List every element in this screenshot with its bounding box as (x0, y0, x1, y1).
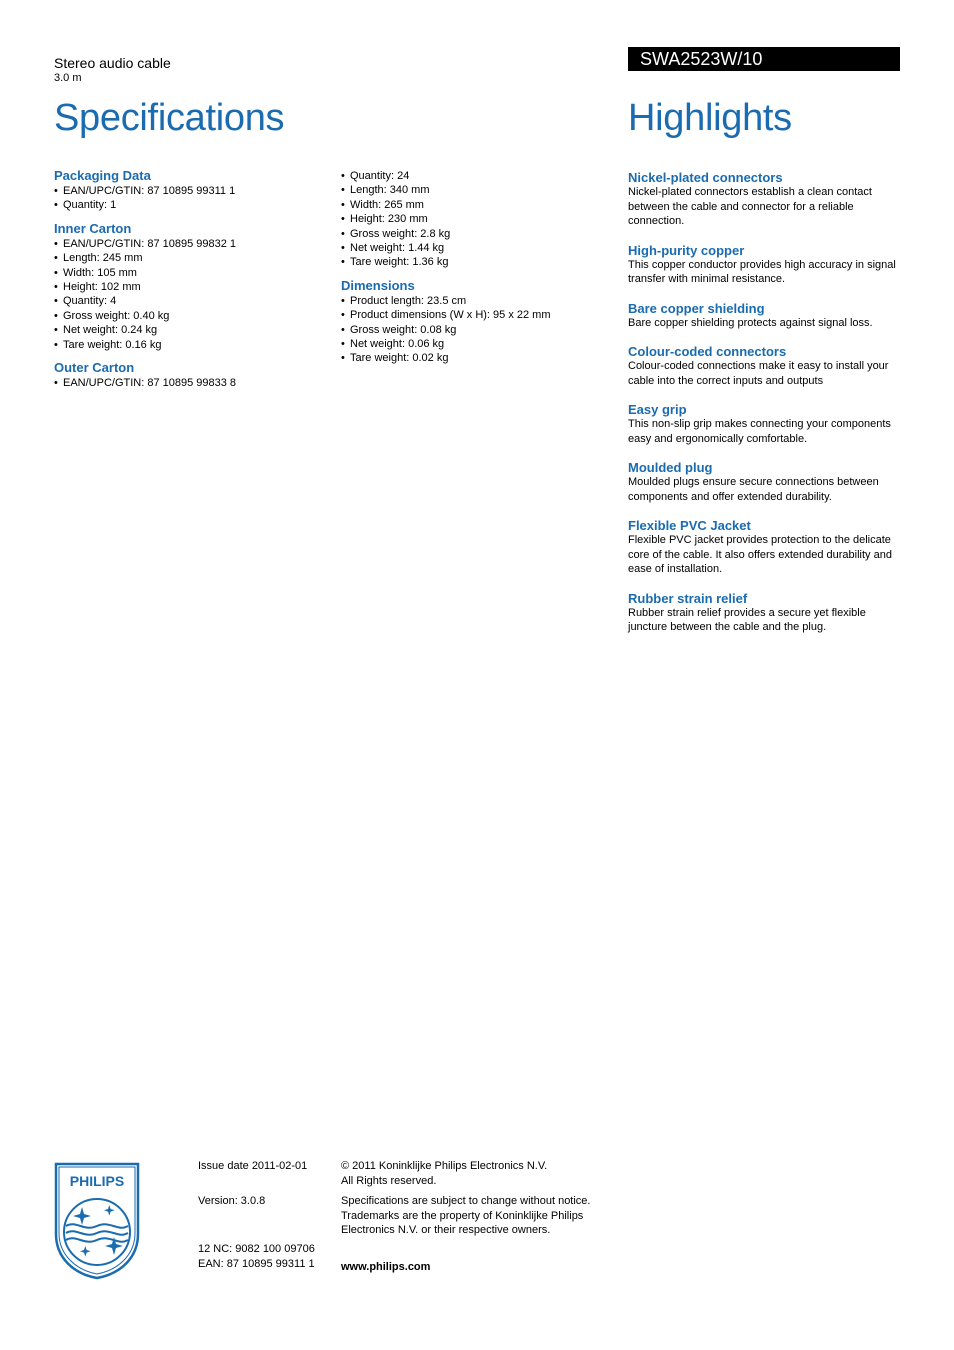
spec-list (54, 237, 334, 352)
issue-date: Issue date 2011-02-01 (198, 1160, 308, 1172)
highlight-title: Flexible PVC Jacket (628, 518, 751, 533)
spec-item: • Net weight: 1.44 kg (341, 241, 621, 255)
svg-text:PHILIPS: PHILIPS (69, 1173, 125, 1189)
spec-item: • Gross weight: 0.40 kg (54, 309, 334, 323)
disclaimer-line-2: Trademarks are the property of Koninklijke Philips (341, 1209, 584, 1222)
philips-logo-icon (54, 1162, 140, 1280)
highlight-title: High-purity copper (628, 242, 745, 258)
spec-item: • Height: 102 mm (54, 280, 334, 294)
footer-legal (341, 1159, 611, 1274)
highlight-text: Nickel-plated connectors establish a clean contact between the cable and connector for a reliable connection. (628, 186, 872, 227)
spec-column-1 (54, 168, 334, 398)
spec-list (341, 294, 621, 366)
spec-item: • Gross weight: 2.8 kg (341, 227, 621, 241)
specifications-title: Specifications (54, 97, 285, 139)
highlight-title: Moulded plug (628, 460, 713, 475)
ean-code: EAN: 87 10895 99311 1 (198, 1257, 315, 1270)
highlights-list (628, 170, 900, 649)
highlight-text: Moulded plugs ensure secure connections between components and offer extended durability. (628, 476, 879, 503)
spec-section-title: Packaging Data (54, 168, 151, 183)
highlight-text: Rubber strain relief provides a secure yet flexible juncture between the cable and the plug. (628, 606, 866, 633)
product-type: Stereo audio cable (54, 55, 171, 71)
spec-item: • Tare weight: 0.16 kg (54, 338, 334, 352)
spec-list (54, 184, 334, 213)
spec-column-2 (341, 169, 621, 374)
spec-item: • EAN/UPC/GTIN: 87 10895 99833 8 (54, 376, 334, 390)
website-link[interactable]: www.philips.com (341, 1260, 431, 1273)
spec-item: • Length: 245 mm (54, 251, 334, 265)
highlight-text: Colour-coded connections make it easy to install your cable into the correct inputs and outputs (628, 360, 889, 387)
spec-item: • Tare weight: 1.36 kg (341, 255, 621, 269)
highlight-text: This non-slip grip makes connecting your components easy and ergonomically comfortable. (628, 418, 891, 445)
nc-code: 12 NC: 9082 100 09706 (198, 1243, 315, 1255)
spec-item: • Net weight: 0.24 kg (54, 323, 334, 337)
spec-item: • Quantity: 24 (341, 169, 621, 183)
rights: All Rights reserved. (341, 1174, 437, 1187)
copyright: © 2011 Koninklijke Philips Electronics N.V. (341, 1160, 548, 1172)
spec-list (54, 376, 334, 390)
highlight-item (628, 243, 900, 287)
highlight-item (628, 518, 900, 577)
spec-item: • Height: 230 mm (341, 212, 621, 226)
spec-item: • Product dimensions (W x H): 95 x 22 mm (341, 308, 621, 322)
spec-item: • Width: 105 mm (54, 266, 334, 280)
spec-item: • Product length: 23.5 cm (341, 294, 621, 308)
spec-item: • Net weight: 0.06 kg (341, 337, 621, 351)
highlight-item (628, 591, 900, 635)
highlight-title: Nickel-plated connectors (628, 170, 783, 185)
footer-issue-info (198, 1159, 328, 1271)
highlight-item (628, 301, 900, 331)
highlight-text: Bare copper shielding protects against signal loss. (628, 316, 873, 329)
highlight-text: This copper conductor provides high accuracy in signal transfer with minimal resistance. (628, 258, 896, 285)
spec-list (341, 169, 621, 270)
spec-item: • Quantity: 4 (54, 294, 334, 308)
spec-item: • EAN/UPC/GTIN: 87 10895 99311 1 (54, 184, 334, 198)
spec-section-title: Dimensions (341, 277, 415, 293)
highlights-title: Highlights (628, 97, 792, 139)
highlight-title: Easy grip (628, 402, 687, 417)
highlight-title: Bare copper shielding (628, 300, 765, 316)
disclaimer-line-3: Electronics N.V. or their respective owners. (341, 1224, 551, 1236)
highlight-item (628, 170, 900, 229)
highlight-item (628, 402, 900, 446)
spec-item: • Length: 340 mm (341, 183, 621, 197)
highlight-title: Colour-coded connectors (628, 344, 787, 359)
spec-item: • Quantity: 1 (54, 198, 334, 212)
spec-item: • Gross weight: 0.08 kg (341, 323, 621, 337)
product-length: 3.0 m (54, 72, 82, 84)
spec-section-title: Inner Carton (54, 220, 132, 236)
version: Version: 3.0.8 (198, 1194, 266, 1207)
highlight-item (628, 460, 900, 504)
spec-item: • Tare weight: 0.02 kg (341, 351, 621, 365)
highlight-item (628, 344, 900, 388)
disclaimer-line-1: Specifications are subject to change without notice. (341, 1195, 591, 1207)
spec-item: • EAN/UPC/GTIN: 87 10895 99832 1 (54, 237, 334, 251)
highlight-title: Rubber strain relief (628, 590, 748, 606)
model-number: SWA2523W/10 (628, 47, 900, 71)
highlight-text: Flexible PVC jacket provides protection to the delicate core of the cable. It also offers extended durability and ease of installation. (628, 534, 892, 575)
spec-section-title: Outer Carton (54, 360, 135, 376)
spec-item: • Width: 265 mm (341, 198, 621, 212)
